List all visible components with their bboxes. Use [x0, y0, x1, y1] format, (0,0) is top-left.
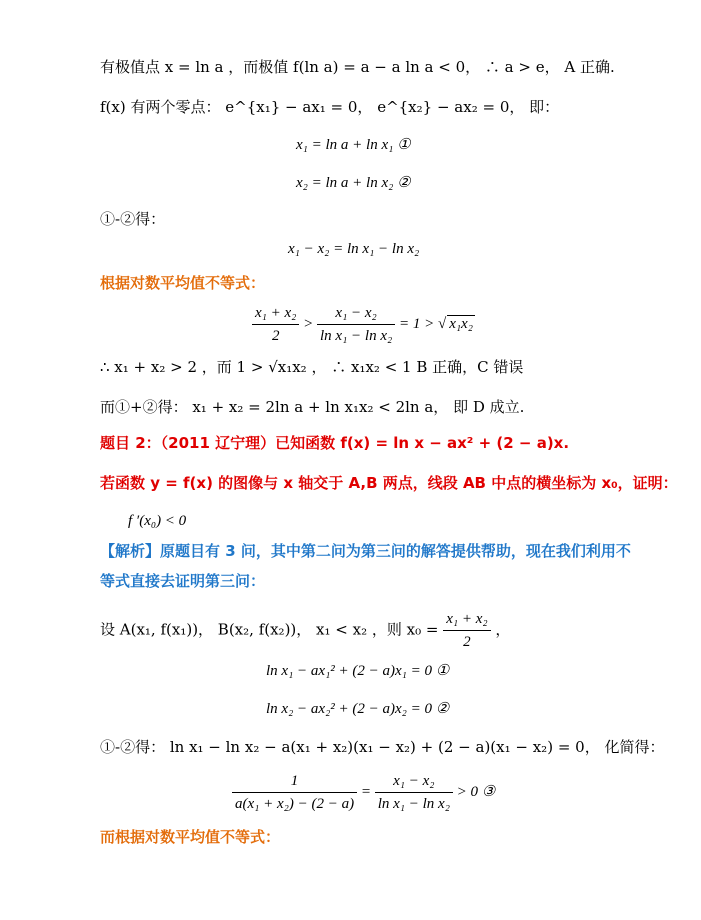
heading-log-mean-2: 而根据对数平均值不等式： [100, 828, 281, 846]
problem-2-title: 题目 2：（2011 辽宁理）已知函数 f(x) = ln x − ax² + (2 − a)x. [100, 434, 570, 452]
fraction-numerator: 1 [232, 770, 357, 793]
fraction-denominator: ln x₁ − ln x₂ [377, 796, 450, 812]
analysis-line-2: 等式直接去证明第三问： [100, 572, 266, 590]
heading-log-mean: 根据对数平均值不等式： [100, 274, 266, 292]
text-line-conclusion-bc: ∴ x₁ + x₂ > 2 ，而 1 > √x₁x₂ ， ∴ x₁x₂ < 1 B 正确，C 错误 [100, 358, 524, 376]
text-line-simplify: ①-②得： ln x₁ − ln x₂ − a(x₁ + x₂)(x₁ − x₂) + (2 − a)(x₁ − x₂) = 0， 化简得： [100, 738, 665, 756]
text-line-conclusion-d: 而①+②得： x₁ + x₂ = 2ln a + ln x₁x₂ < 2ln a， 即 D 成立. [100, 398, 525, 416]
comma: ， [495, 620, 511, 639]
fraction-numerator: x₁ − x₂ [375, 770, 453, 793]
text-line-subtract: ①-②得： [100, 210, 166, 228]
text-line-zeros: f(x) 有两个零点： e^{x₁} − ax₁ = 0， e^{x₂} − ax₂ = 0， 即： [100, 98, 560, 116]
fraction-numerator: x₁ + x₂ [443, 608, 490, 631]
fraction-numerator: x₁ + x₂ [252, 302, 299, 325]
fraction-numerator: x₁ − x₂ [317, 302, 395, 325]
analysis-line-1: 【解析】原题目有 3 问，其中第二问为第三问的解答提供帮助，现在我们利用不 [100, 542, 631, 560]
fraction-log-mean-2 [375, 770, 453, 815]
problem-2-goal: f ′(x₀) < 0 [128, 513, 187, 529]
fraction-denominator: ln x₁ − ln x₂ [320, 328, 393, 344]
greater-than-sign: > [303, 315, 317, 332]
sqrt-radicand: x₁x₂ [449, 315, 473, 332]
equation-6 [232, 770, 495, 815]
fraction-arithmetic-mean [252, 302, 299, 347]
equation-1: x₁ = ln a + ln x₁ ① [296, 137, 411, 153]
equation-5: ln x₂ − ax₂² + (2 − a)x₂ = 0 ② [266, 701, 450, 717]
inequality-log-mean [252, 302, 475, 347]
inequality-tail: > 0 ③ [456, 783, 496, 800]
equation-4: ln x₁ − ax₁² + (2 − a)x₁ = 0 ① [266, 663, 450, 679]
inequality-tail: = 1 > [398, 315, 435, 332]
text-line-setup [100, 608, 510, 653]
equals-sign: = [360, 783, 375, 800]
fraction-denominator: a(x₁ + x₂) − (2 − a) [235, 796, 355, 812]
setup-text: 设 A(x₁, f(x₁))， B(x₂, f(x₂))， x₁ < x₂ ，则 x₀ = [100, 620, 439, 639]
fraction-denominator: 2 [463, 634, 471, 650]
fraction-midpoint [443, 608, 490, 653]
equation-2: x₂ = ln a + ln x₂ ② [296, 175, 411, 191]
equation-3: x₁ − x₂ = ln x₁ − ln x₂ [288, 241, 420, 257]
fraction-reciprocal [232, 770, 357, 815]
text-line-extremum: 有极值点 x = ln a ，而极值 f(ln a) = a − a ln a < 0， ∴ a > e， A 正确. [100, 58, 615, 76]
fraction-denominator: 2 [271, 328, 280, 344]
problem-2-condition: 若函数 y = f(x) 的图像与 x 轴交于 A,B 两点，线段 AB 中点的横坐标为 x₀，证明： [100, 474, 678, 492]
sqrt-icon: √ [437, 315, 447, 332]
fraction-log-mean [317, 302, 395, 347]
